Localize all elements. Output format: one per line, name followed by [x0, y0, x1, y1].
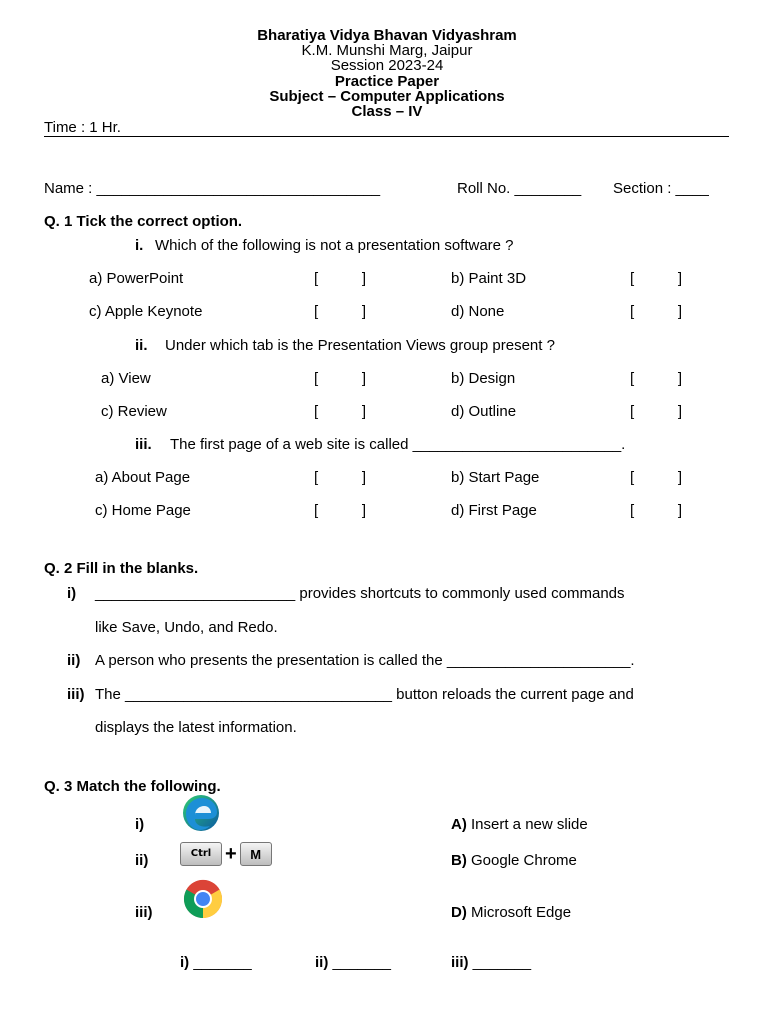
session: Session 2023-24 [330, 57, 444, 74]
q3-answer-iii[interactable]: iii) _______ [451, 954, 532, 971]
q3-answer-i[interactable]: i) _______ [180, 954, 252, 971]
q1-iii-checkbox-b[interactable]: [ ] [630, 469, 682, 486]
q1-ii-checkbox-a[interactable]: [ ] [314, 370, 366, 387]
m-key: M [240, 842, 272, 866]
school-address: K.M. Munshi Marg, Jaipur [301, 42, 473, 59]
q3-right-d: D) Microsoft Edge [451, 904, 572, 921]
q1-ii-checkbox-d[interactable]: [ ] [630, 403, 682, 420]
section-field: Section : ____ [613, 180, 709, 197]
q2-ii-number: ii) [67, 652, 81, 669]
plus-sign: + [225, 843, 237, 865]
q1-ii-option-d: d) Outline [451, 403, 517, 420]
q1-iii-checkbox-d[interactable]: [ ] [630, 502, 682, 519]
roll-field: Roll No. ________ [457, 180, 582, 197]
q1-iii-option-c: c) Home Page [95, 502, 191, 519]
time-label: Time : 1 Hr. [44, 119, 121, 136]
q1-iii-number: iii. [135, 436, 152, 453]
q2-i-number: i) [67, 585, 77, 602]
q1-ii-option-b: b) Design [451, 370, 516, 387]
q1-i-option-d: d) None [451, 303, 505, 320]
q1-iii-checkbox-c[interactable]: [ ] [314, 502, 366, 519]
q2-i-line2: like Save, Undo, and Redo. [95, 619, 278, 636]
q2-ii-line1: A person who presents the presentation is called the ______________________. [95, 652, 635, 669]
q2-iii-line1: The ________________________________ button reloads the current page and [95, 686, 634, 703]
q2-i-line1: ________________________ provides shortcuts to commonly used commands [95, 585, 625, 602]
q1-ii-checkbox-b[interactable]: [ ] [630, 370, 682, 387]
q1-iii-option-d: d) First Page [451, 502, 537, 519]
q1-ii-text: Under which tab is the Presentation Views group present ? [165, 337, 555, 354]
header-divider [44, 136, 729, 137]
school-name: Bharatiya Vidya Bhavan Vidyashram [257, 27, 517, 44]
q1-i-number: i. [135, 237, 144, 254]
q3-left-ii-number: ii) [135, 852, 149, 869]
name-field: Name : __________________________________ [44, 180, 381, 197]
q1-iii-text: The first page of a web site is called _________________________. [170, 436, 626, 453]
q2-title: Q. 2 Fill in the blanks. [44, 560, 199, 577]
chrome-logo-icon [180, 879, 226, 919]
q1-i-option-c: c) Apple Keynote [89, 303, 203, 320]
class-label: Class – IV [351, 103, 423, 120]
q1-iii-option-a: a) About Page [95, 469, 191, 486]
q3-answer-ii[interactable]: ii) _______ [315, 954, 391, 971]
q1-i-option-a: a) PowerPoint [89, 270, 184, 287]
q1-i-text: Which of the following is not a presentation software ? [155, 237, 514, 254]
q1-ii-number: ii. [135, 337, 148, 354]
paper-title: Practice Paper [334, 73, 440, 90]
q1-ii-checkbox-c[interactable]: [ ] [314, 403, 366, 420]
q1-ii-option-a: a) View [101, 370, 151, 387]
q3-right-a: A) Insert a new slide [451, 816, 588, 833]
q2-iii-number: iii) [67, 686, 85, 703]
q3-right-b: B) Google Chrome [451, 852, 577, 869]
subject: Subject – Computer Applications [269, 88, 505, 105]
q1-iii-checkbox-a[interactable]: [ ] [314, 469, 366, 486]
q2-iii-line2: displays the latest information. [95, 719, 297, 736]
q1-iii-option-b: b) Start Page [451, 469, 540, 486]
q1-i-checkbox-b[interactable]: [ ] [630, 270, 682, 287]
ctrl-m-keys-icon [180, 842, 272, 866]
q1-i-checkbox-a[interactable]: [ ] [314, 270, 366, 287]
q1-ii-option-c: c) Review [101, 403, 167, 420]
q1-i-checkbox-c[interactable]: [ ] [314, 303, 366, 320]
q3-title: Q. 3 Match the following. [44, 778, 221, 795]
q3-left-iii-number: iii) [135, 904, 153, 921]
q1-i-checkbox-d[interactable]: [ ] [630, 303, 682, 320]
q1-i-option-b: b) Paint 3D [451, 270, 527, 287]
q1-title: Q. 1 Tick the correct option. [44, 213, 243, 230]
ctrl-key: Ctrl [180, 842, 222, 866]
q3-left-i-number: i) [135, 816, 145, 833]
edge-logo-icon [180, 794, 224, 832]
